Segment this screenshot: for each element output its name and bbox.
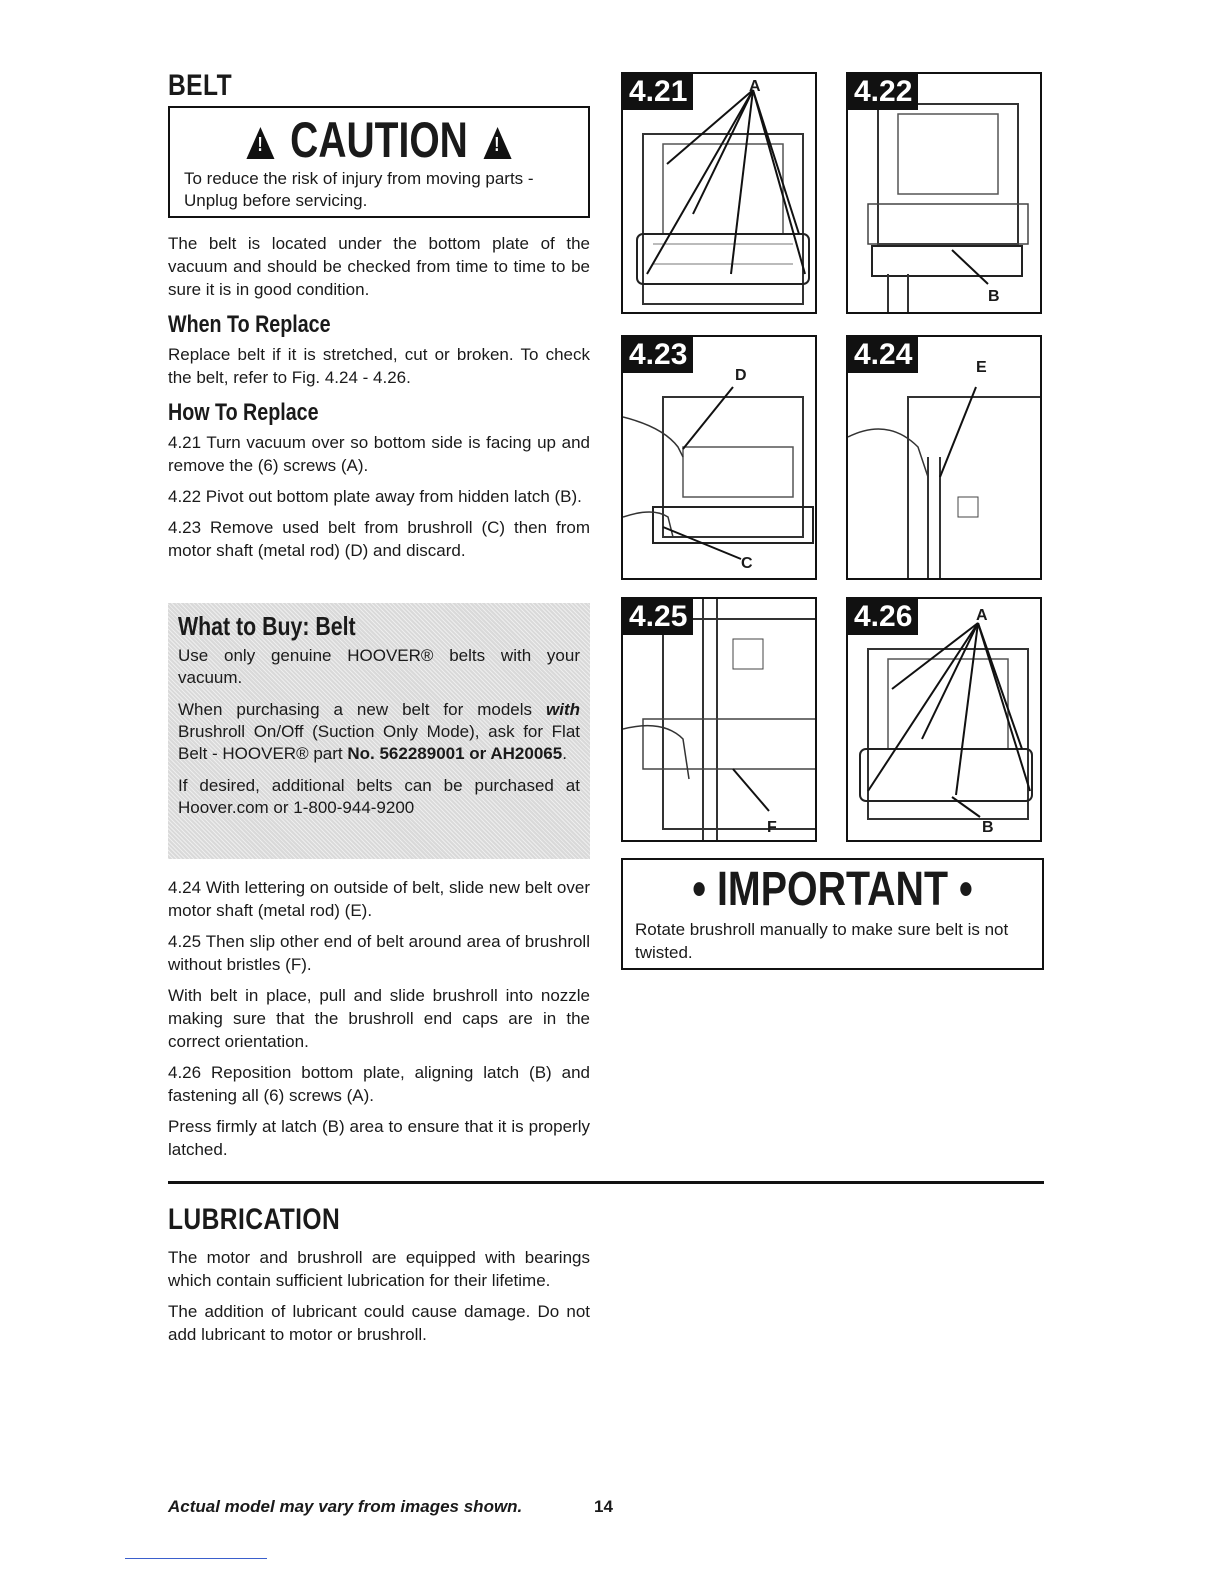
what-to-buy-genuine: Use only genuine HOOVER® belts with your vacuum. (178, 646, 580, 687)
figure-4-25 (621, 597, 817, 842)
lubrication-section (168, 1204, 590, 1346)
lubrication-text-1: The motor and brushroll are equipped with bearings which contain sufficient lubrication for their lifetime. (168, 1248, 590, 1290)
step-4-21: 4.21 Turn vacuum over so bottom side is facing up and remove the (6) screws (A). (168, 433, 590, 475)
callout-c: C (741, 555, 753, 572)
buy-text-with: with (546, 700, 580, 719)
belt-section (168, 70, 590, 562)
callout-f: F (767, 819, 777, 836)
callout-b: B (982, 819, 994, 836)
figure-4-23 (621, 335, 817, 580)
callout-e: E (976, 359, 987, 376)
section-title-belt: BELT (168, 69, 233, 102)
what-to-buy-title: What to Buy: Belt (178, 611, 356, 641)
figure-number: 4.22 (848, 74, 918, 110)
figure-number: 4.26 (848, 599, 918, 635)
belt-intro: The belt is located under the bottom plate of the vacuum and should be checked from time to time to be sure it is in good condition. (168, 234, 590, 299)
belt-steps-continued (168, 876, 590, 1161)
warning-triangle-icon (247, 127, 275, 159)
callout-a: A (749, 78, 761, 95)
belt-part-number: No. 562289001 or AH20065 (347, 744, 563, 763)
section-divider (168, 1181, 1044, 1184)
when-to-replace-text: Replace belt if it is stretched, cut or broken. To check the belt, refer to Fig. 4.24 - 4.26. (168, 345, 590, 387)
important-title: • IMPORTANT • (692, 863, 973, 916)
figure-number: 4.24 (848, 337, 918, 373)
figure-number: 4.23 (623, 337, 693, 373)
figure-4-26-illustration (848, 599, 1042, 842)
important-box (621, 858, 1044, 970)
step-brushroll-orientation: With belt in place, pull and slide brushroll into nozzle making sure that the brushroll end caps are in the correct orientation. (168, 986, 590, 1051)
caution-text: To reduce the risk of injury from moving parts - Unplug before servicing. (184, 169, 534, 210)
figure-4-24-illustration (848, 337, 1042, 580)
caution-title: CAUTION (290, 112, 468, 168)
what-to-buy-contact: If desired, additional belts can be purchased at Hoover.com or 1-800-944-9200 (178, 776, 580, 817)
figure-4-21 (621, 72, 817, 314)
figure-number: 4.21 (623, 74, 693, 110)
warning-triangle-icon (483, 127, 511, 159)
what-to-buy-part (178, 699, 580, 765)
footer-note: Actual model may vary from images shown. (168, 1497, 523, 1516)
figure-4-22 (846, 72, 1042, 314)
step-press-latch: Press firmly at latch (B) area to ensure that it is properly latched. (168, 1117, 590, 1159)
step-4-23: 4.23 Remove used belt from brushroll (C) then from motor shaft (metal rod) (D) and discard. (168, 518, 590, 560)
callout-b: B (988, 288, 1000, 305)
step-4-25: 4.25 Then slip other end of belt around area of brushroll without bristles (F). (168, 932, 590, 974)
caution-box (168, 106, 590, 218)
section-title-lubrication: LUBRICATION (168, 1203, 341, 1236)
figure-number: 4.25 (623, 599, 693, 635)
figure-4-26 (846, 597, 1042, 842)
buy-text-end: . (562, 744, 567, 763)
step-4-26: 4.26 Reposition bottom plate, aligning latch (B) and fastening all (6) screws (A). (168, 1063, 590, 1105)
figure-4-22-illustration (848, 74, 1042, 314)
caution-heading (227, 114, 531, 166)
callout-a: A (976, 607, 988, 624)
callout-d: D (735, 367, 747, 384)
page-footer (168, 1497, 613, 1517)
buy-text-pre: When purchasing a new belt for models (178, 700, 546, 719)
buy-text-mid: Brushroll On/Off (Suction Only Mode), ask for Flat Belt - HOOVER® part (178, 722, 580, 763)
figure-4-21-illustration (623, 74, 817, 314)
when-to-replace-heading: When To Replace (168, 311, 331, 338)
step-4-22: 4.22 Pivot out bottom plate away from hidden latch (B). (168, 487, 582, 506)
footer-link-underline (125, 1558, 267, 1559)
page-number: 14 (594, 1497, 613, 1516)
figure-4-25-illustration (623, 599, 817, 842)
important-text: Rotate brushroll manually to make sure belt is not twisted. (635, 920, 1009, 962)
how-to-replace-heading: How To Replace (168, 399, 319, 426)
lubrication-text-2: The addition of lubricant could cause damage. Do not add lubricant to motor or brushroll. (168, 1302, 590, 1344)
figure-4-24 (846, 335, 1042, 580)
figure-4-23-illustration (623, 337, 817, 580)
step-4-24: 4.24 With lettering on outside of belt, slide new belt over motor shaft (metal rod) (E). (168, 878, 590, 920)
what-to-buy-box (168, 603, 590, 859)
